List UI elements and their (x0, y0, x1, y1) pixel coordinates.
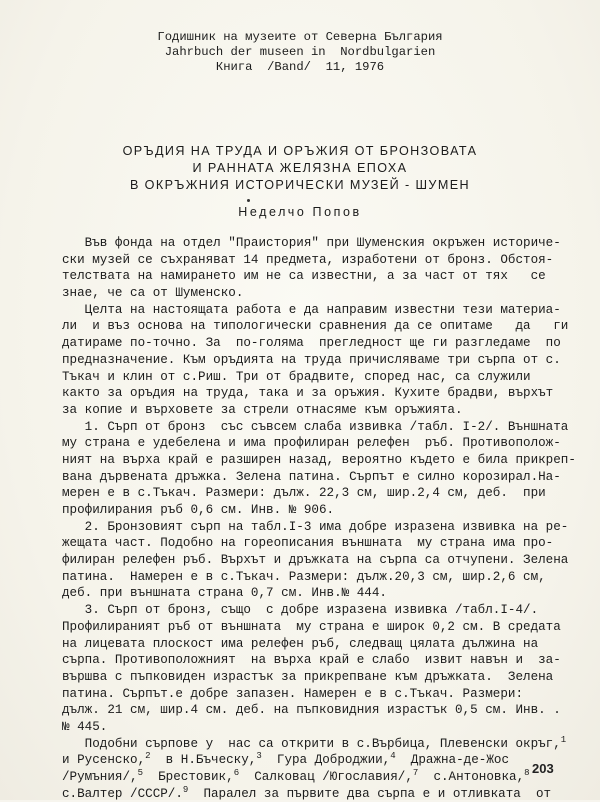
body-text-span: в Н.Бъческу, (150, 753, 257, 768)
footnote-ref: 8 (524, 768, 530, 778)
body-line: Тъкач и клин от с.Риш. Три от брадвите, според нас, са служили (62, 369, 531, 384)
body-text-span: Паралел за първите два сърпа е и отливката от (188, 786, 552, 801)
article-title-line-1: ОРЪДИЯ НА ТРУДА И ОРЪЖИЯ ОТ БРОНЗОВАТА (122, 144, 478, 158)
footnote-ref: 6 (233, 768, 240, 778)
body-line: ски музей се съхраняват 14 предмета, изработени от бронз. Обстоя- (62, 252, 554, 267)
body-line: 2. Бронзовият сърп на табл.I-3 има добре изразена извивка на ре- (62, 519, 569, 534)
body-line: за копие и върховете за стрели отнасяме към оръжията. (62, 402, 463, 417)
body-text-span: Брестовик, (142, 770, 234, 784)
body-line: № 445. (62, 719, 108, 734)
body-text-span: Подобни сърпове у нас са открити в с.Върбица, Плевенски окръг, (62, 736, 561, 751)
body-line: сърпа. Противоположният на върха край е слабо извит навън и за- (62, 653, 561, 668)
body-line: ният на върха край е разширен назад, вероятно където е била прикреп- (62, 452, 576, 467)
body-text-span: Салковац /Югославия/, (239, 770, 413, 784)
body-text-span: Дражна-де-Жос (395, 753, 510, 768)
body-line: Целта на настоящата работа е да направим известни тези материа- (62, 302, 561, 317)
body-text-span: и Русенско, (62, 753, 146, 768)
footnote-ref: 7 (412, 768, 419, 778)
body-line: жещата част. Подобно на гореописания външната му страна има про- (62, 536, 554, 551)
journal-title-german: Jahrbuch der museen in Nordbulgarien (164, 45, 436, 59)
body-line: на лицевата плоскост има релефен ръб, следващ цялата дължина на (62, 636, 539, 651)
article-title-line-2: И РАННАТА ЖЕЛЯЗНА ЕПОХА (192, 161, 408, 175)
footnote-ref: 5 (137, 768, 143, 778)
footnote-paragraph-line-2 (62, 752, 562, 769)
body-line: дълж. 21 см, шир.4 см. деб. на пъпковидния израстък 0,5 см. Инв. . (62, 703, 561, 718)
footnote-paragraph-line-3 (62, 769, 562, 786)
footnote-ref: 3 (256, 751, 262, 762)
body-line: профилирания ръб 0,6 см. Инв. № 906. (62, 503, 335, 517)
body-line: предназначение. Към оръдията на труда причисляваме три сърпа от с. (62, 352, 561, 367)
body-line: Профилираният ръб от външната му страна е широк 0,2 см. В средата (62, 619, 561, 634)
footnote-paragraph-line-1 (62, 734, 567, 753)
body-line: знае, че са от Шуменско. (62, 286, 244, 301)
journal-volume: Книга /Band/ 11, 1976 (215, 60, 385, 74)
article-title (0, 143, 600, 194)
body-line: вършва с пъпковиден израстък за прикрепване към дръжката. Зелена (62, 669, 554, 684)
footnote-ref: 9 (182, 784, 189, 795)
footnote-ref: 1 (560, 734, 567, 745)
journal-header (0, 30, 600, 75)
body-line: телствата на намирането им не са известни, а за част от тях се (62, 269, 546, 284)
body-line: патина. Намерен е в с.Тъкач. Размери: дълж.20,3 см, шир.2,6 см, (62, 569, 546, 584)
journal-title-bulgarian: Годишник на музеите от Северна България (157, 30, 443, 44)
body-line: ли и въз основа на типологически сравнения да се опитаме да ги (62, 319, 569, 334)
body-line: деб. при външната страна 0,7 см. Инв.№ 444. (62, 586, 387, 601)
body-line: 1. Сърп от бронз със съвсем слаба извивка /табл. I-2/. Външната (62, 419, 569, 434)
article-body (62, 235, 576, 802)
body-line: Във фонда на отдел "Праистория" при Шуменския окръжен историче- (62, 236, 561, 250)
body-line: филиран релефен ръб. Върхът и дръжката на сърпа са отчупени. Зелена (62, 553, 569, 568)
body-line: както за оръдия на труда, така и за оръжия. Кухите брадви, върхът (62, 386, 554, 401)
body-text-span: Гура Доброджии, (261, 753, 391, 768)
body-line: мерен е в с.Тъкач. Размери: дълж. 22,3 см, шир.2,4 см, деб. при (62, 486, 546, 501)
body-line: му страна е удебелена и има профилиран релефен ръб. Противополож- (62, 436, 561, 451)
footnote-ref: 2 (145, 751, 151, 762)
footnote-ref: 4 (390, 751, 396, 762)
article-author: Неделчо Попов (238, 205, 362, 219)
body-line: датираме по-точно. За по-голяма прегледност ще ги разгледаме по (62, 336, 561, 351)
body-text-span: /Румъния/, (62, 770, 138, 784)
page-number: 203 (532, 761, 554, 776)
body-text-span: с.Валтер /СССР/. (62, 786, 183, 801)
body-line: вана дървената дръжка. Зелена патина. Сърпът е силно корозирал.На- (62, 469, 561, 484)
body-line: патина. Сърпът.е добре запазен. Намерен е в с.Тъкач. Размери: (62, 686, 524, 701)
article-title-line-3: В ОКРЪЖНИЯ ИСТОРИЧЕСКИ МУЗЕЙ - ШУМЕН (129, 178, 471, 192)
body-text-span: с.Антоновка, (418, 770, 525, 784)
body-line: 3. Сърп от бронз, също с добре изразена извивка /табл.I-4/. (62, 603, 539, 618)
speck-mark (247, 199, 250, 202)
